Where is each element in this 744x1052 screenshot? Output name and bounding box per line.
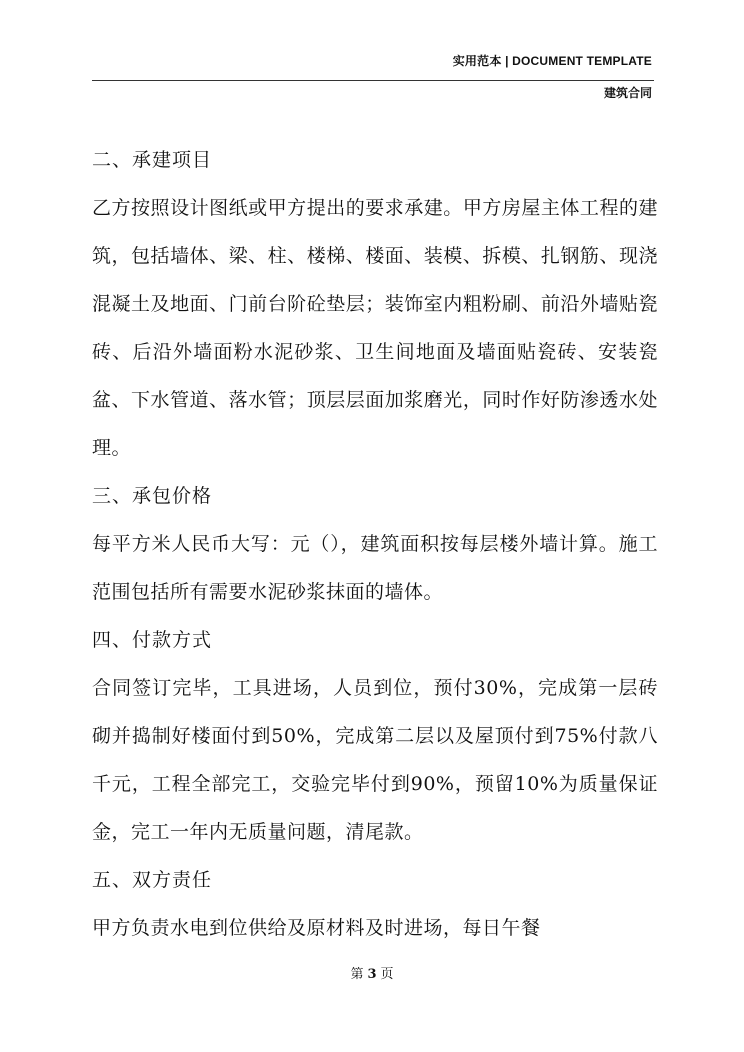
section-heading: 三、承包价格 — [92, 485, 213, 507]
section-paragraph: 乙方按照设计图纸或甲方提出的要求承建。甲方房屋主体工程的建筑，包括墙体、梁、柱、楼梯、楼面、装模、拆模、扎钢筋、现浇混凝土及地面、门前台阶砼垫层；装饰室内粗粉刷、前沿外墙贴瓷砖、后沿外墙面粉水泥砂浆、卫生间地面及墙面贴瓷砖、安装瓷盆、下水管道、落水管；顶层层面加浆磨光，同时作好防渗透水处理。 — [92, 197, 658, 459]
header-divider — [92, 80, 654, 81]
section-heading: 五、双方责任 — [92, 869, 213, 891]
page-number-suffix: 页 — [380, 967, 394, 982]
section-paragraph: 甲方负责水电到位供给及原材料及时进场，每日午餐 — [92, 917, 541, 939]
page-number-prefix: 第 — [350, 967, 364, 982]
section-heading: 二、承建项目 — [92, 149, 213, 171]
document-header-title: 实用范本 | DOCUMENT TEMPLATE — [452, 54, 652, 68]
section-paragraph: 合同签订完毕，工具进场，人员到位，预付30%，完成第一层砖砌并捣制好楼面付到50%，完成第二层以及屋顶付到75%付款八千元，工程全部完工，交验完毕付到90%，预留10%为质量保证金，完工一年内无质量问题，清尾款。 — [92, 677, 658, 843]
document-body — [92, 136, 658, 952]
page-footer — [0, 963, 744, 982]
page-number: 3 — [367, 967, 377, 982]
section-heading: 四、付款方式 — [92, 629, 213, 651]
document-header-subtitle: 建筑合同 — [603, 86, 652, 100]
section-paragraph: 每平方米人民币大写：元（），建筑面积按每层楼外墙计算。施工范围包括所有需要水泥砂浆抹面的墙体。 — [92, 533, 658, 603]
